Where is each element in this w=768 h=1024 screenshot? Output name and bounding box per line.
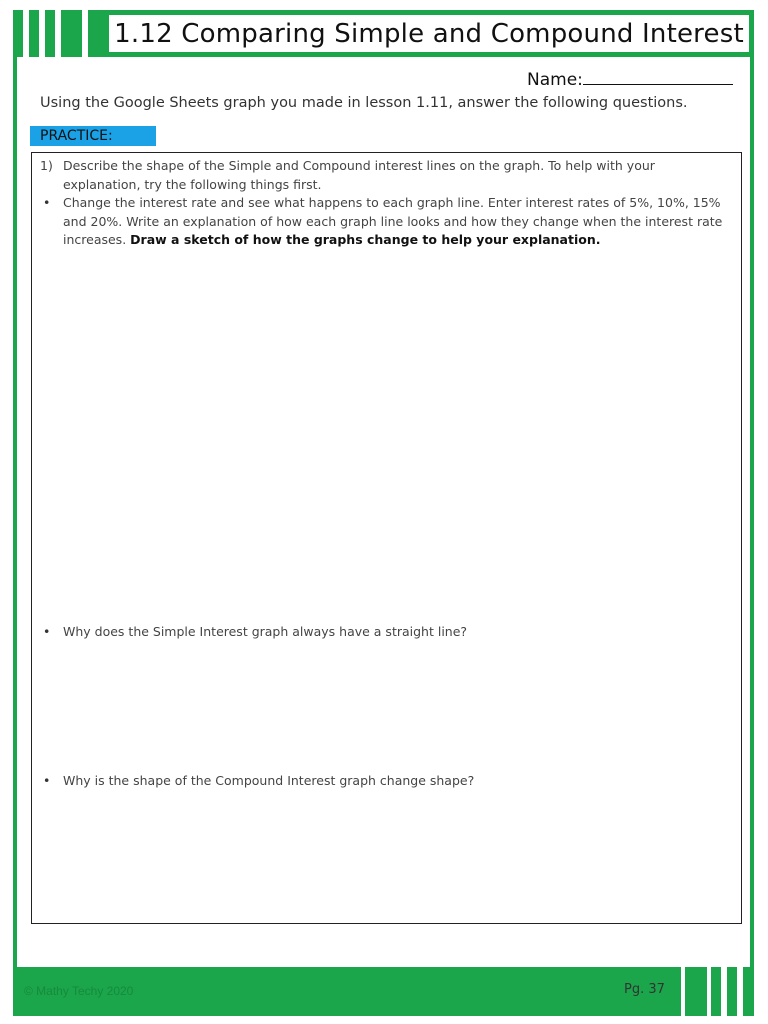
instructions-text: Using the Google Sheets graph you made in lesson 1.11, answer the following questions. bbox=[40, 95, 688, 111]
name-label: Name: bbox=[527, 70, 583, 90]
copyright-text: © Mathy Techy 2020 bbox=[24, 984, 134, 998]
question-3-text: Why is the shape of the Compound Interest graph change shape? bbox=[63, 773, 475, 788]
header-stripe bbox=[13, 10, 23, 57]
header-stripe bbox=[61, 10, 82, 57]
question-2-text: Why does the Simple Interest graph always have a straight line? bbox=[63, 624, 468, 639]
page-border-left bbox=[13, 10, 17, 1016]
question-number: 1) bbox=[40, 158, 53, 173]
name-blank-line[interactable] bbox=[583, 70, 733, 85]
practice-label: PRACTICE: bbox=[30, 126, 156, 146]
header-stripe bbox=[45, 10, 55, 57]
question-2 bbox=[40, 623, 753, 642]
bullet-icon: • bbox=[43, 195, 51, 210]
question-1-text: Describe the shape of the Simple and Compound interest lines on the graph. To help with your explanation, try the following things first. bbox=[63, 158, 655, 192]
header-band bbox=[88, 10, 754, 57]
question-1 bbox=[40, 157, 730, 250]
question-1-bullet bbox=[40, 194, 730, 250]
footer-stripe bbox=[685, 967, 707, 1016]
footer-stripe bbox=[727, 967, 737, 1016]
footer-stripe bbox=[743, 967, 754, 1016]
question-3 bbox=[40, 772, 753, 791]
header-stripe bbox=[29, 10, 39, 57]
page-number: Pg. 37 bbox=[624, 982, 665, 997]
page-title: 1.12 Comparing Simple and Compound Interest bbox=[114, 18, 744, 49]
sketch-instruction: Draw a sketch of how the graphs change to help your explanation. bbox=[130, 232, 601, 247]
page-border-right bbox=[750, 10, 754, 1016]
footer-stripe bbox=[711, 967, 721, 1016]
name-field bbox=[527, 70, 733, 90]
bullet-text: Change the interest rate and see what happens to each graph line. Enter interest rates of 5%, 10%, 15% and 20%. Write an explanation of how each graph line looks and how they change when the interest rate increases. bbox=[63, 195, 723, 247]
answer-box[interactable] bbox=[31, 152, 742, 924]
title-box bbox=[109, 15, 749, 52]
bullet-icon: • bbox=[43, 624, 51, 639]
bullet-icon: • bbox=[43, 773, 51, 788]
